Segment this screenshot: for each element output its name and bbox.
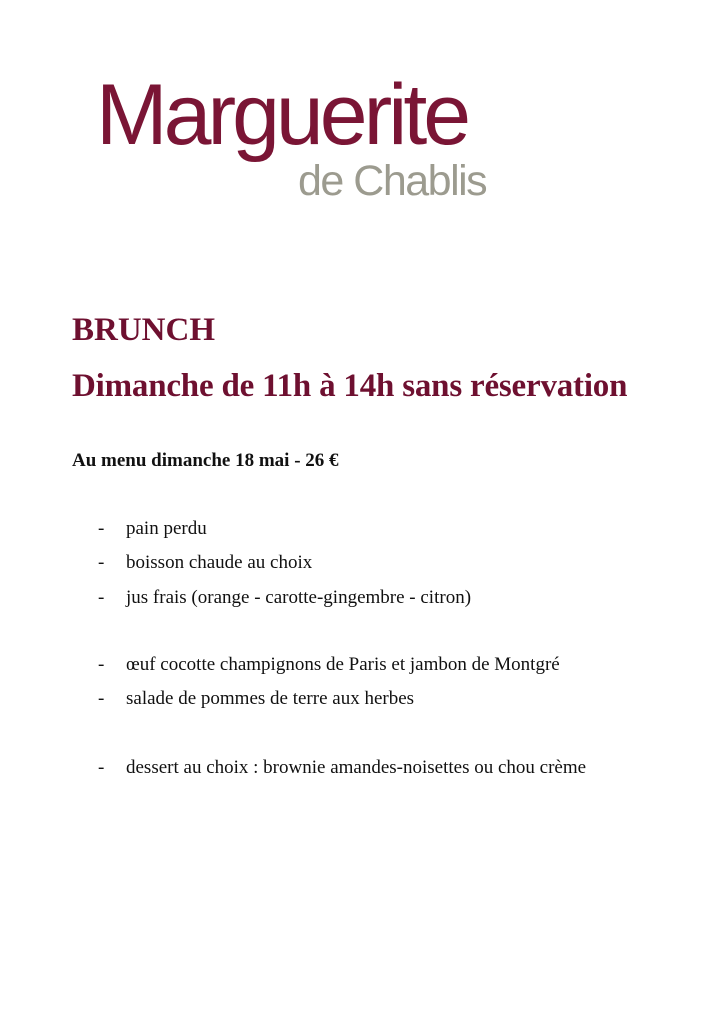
- logo-name: Marguerite: [96, 67, 468, 163]
- item-text: pain perdu: [126, 518, 207, 539]
- bullet-dash: -: [98, 688, 105, 709]
- schedule-subtitle: Dimanche de 11h à 14h sans réservation: [72, 368, 628, 404]
- list-item: [98, 553, 312, 572]
- item-text: jus frais (orange - carotte-gingembre - citron): [126, 587, 472, 608]
- item-text: boisson chaude au choix: [126, 552, 313, 573]
- list-item: [98, 588, 471, 607]
- item-text: salade de pommes de terre aux herbes: [126, 688, 415, 709]
- list-item: [98, 689, 414, 708]
- logo-subname: de Chablis: [298, 157, 487, 205]
- menu-heading: Au menu dimanche 18 mai - 26 €: [72, 450, 339, 471]
- item-text: œuf cocotte champignons de Paris et jambon de Montgré: [126, 654, 560, 675]
- bullet-dash: -: [98, 518, 105, 539]
- bullet-dash: -: [98, 654, 105, 675]
- bullet-dash: -: [98, 552, 105, 573]
- item-text: dessert au choix : brownie amandes-noisettes ou chou crème: [126, 757, 587, 778]
- list-item: [98, 655, 560, 674]
- restaurant-logo: [96, 67, 496, 212]
- bullet-dash: -: [98, 757, 105, 778]
- page-title: BRUNCH: [72, 312, 216, 348]
- bullet-dash: -: [98, 587, 105, 608]
- list-item: [98, 758, 586, 777]
- list-item: [98, 519, 207, 538]
